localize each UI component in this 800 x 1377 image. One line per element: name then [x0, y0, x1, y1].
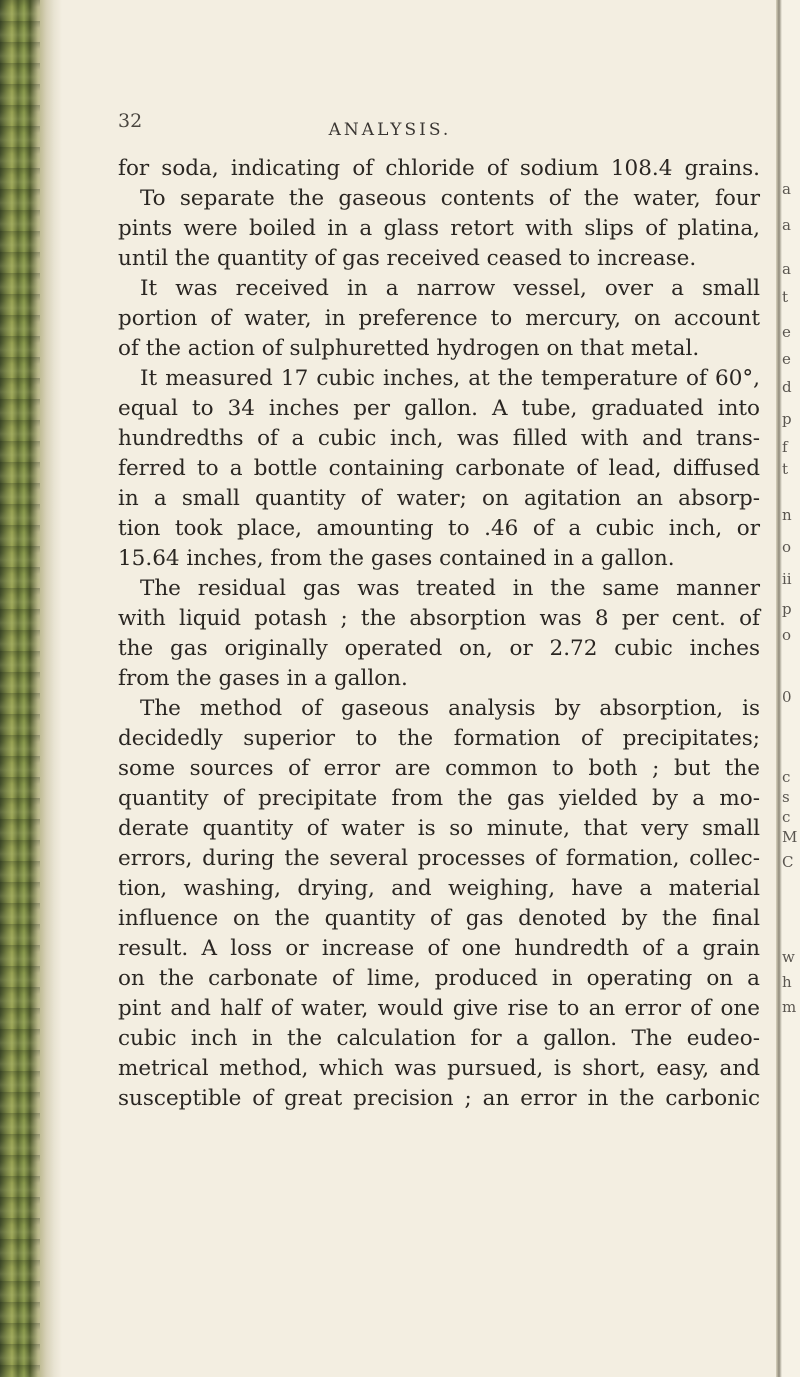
text-line: cubic inch in the calculation for a gallon. The eudeo-	[118, 1026, 760, 1051]
edge-letter: o	[782, 626, 792, 644]
edge-letter: p	[782, 410, 792, 428]
edge-letter: t	[782, 460, 789, 478]
edge-letter: w	[782, 948, 795, 966]
edge-letter: f	[782, 438, 788, 456]
text-line: The residual gas was treated in the same manner	[140, 576, 760, 601]
text-line: the gas originally operated on, or 2.72 cubic inches	[118, 636, 760, 661]
edge-letter: m	[782, 998, 797, 1016]
text-line: influence on the quantity of gas denoted by the final	[118, 906, 760, 931]
edge-letter: o	[782, 538, 792, 556]
text-line: ferred to a bottle containing carbonate of lead, diffused	[118, 456, 760, 481]
text-line: The method of gaseous analysis by absorption, is	[140, 696, 760, 721]
text-line: To separate the gaseous contents of the water, four	[140, 186, 760, 211]
edge-letter: t	[782, 288, 789, 306]
edge-letter: a	[782, 180, 791, 198]
text-line: hundredths of a cubic inch, was filled with and trans-	[118, 426, 760, 451]
edge-letter: c	[782, 768, 791, 786]
edge-letter: c	[782, 808, 791, 826]
text-line: of the action of sulphuretted hydrogen on that metal.	[118, 336, 700, 361]
text-line: tion, washing, drying, and weighing, have a material	[118, 876, 760, 901]
text-line: decidedly superior to the formation of precipitates;	[118, 726, 760, 751]
page-number: 32	[118, 110, 143, 132]
text-line: quantity of precipitate from the gas yielded by a mo-	[118, 786, 760, 811]
edge-letter: e	[782, 350, 791, 368]
text-line: from the gases in a gallon.	[118, 666, 408, 691]
edge-letter: ii	[782, 570, 792, 588]
text-line: derate quantity of water is so minute, that very small	[118, 816, 760, 841]
edge-letter: M	[782, 828, 798, 846]
text-line: It was received in a narrow vessel, over a small	[140, 276, 760, 301]
edge-letter: p	[782, 600, 792, 618]
text-line: metrical method, which was pursued, is short, easy, and	[118, 1056, 760, 1081]
text-line: It measured 17 cubic inches, at the temperature of 60°,	[140, 366, 760, 391]
edge-letter: 0	[782, 688, 792, 706]
edge-letter: a	[782, 216, 791, 234]
edge-letter: a	[782, 260, 791, 278]
text-line: until the quantity of gas received ceased to increase.	[118, 246, 697, 271]
text-line: errors, during the several processes of formation, collec-	[118, 846, 760, 871]
text-line: equal to 34 inches per gallon. A tube, graduated into	[118, 396, 760, 421]
text-line: some sources of error are common to both ; but the	[118, 756, 760, 781]
text-line: susceptible of great precision ; an error in the carbonic	[118, 1086, 760, 1111]
text-line: with liquid potash ; the absorption was 8 per cent. of	[118, 606, 760, 631]
body-text	[118, 154, 760, 1114]
edge-letter: C	[782, 853, 794, 871]
text-line: portion of water, in preference to mercury, on account	[118, 306, 760, 331]
edge-letter: n	[782, 506, 792, 524]
text-line: tion took place, amounting to .46 of a cubic inch, or	[118, 516, 760, 541]
text-line: for soda, indicating of chloride of sodium 108.4 grains.	[118, 156, 760, 181]
edge-letter: s	[782, 788, 790, 806]
text-line: result. A loss or increase of one hundredth of a grain	[118, 936, 760, 961]
edge-letter: d	[782, 378, 792, 396]
text-line: pint and half of water, would give rise to an error of one	[118, 996, 760, 1021]
text-line: in a small quantity of water; on agitation an absorp-	[118, 486, 760, 511]
edge-letter: e	[782, 323, 791, 341]
edge-letter: h	[782, 973, 792, 991]
running-head: ANALYSIS.	[328, 120, 452, 140]
book-binding-gutter	[0, 0, 62, 1377]
text-line: pints were boiled in a glass retort with slips of platina,	[118, 216, 760, 241]
text-line: on the carbonate of lime, produced in operating on a	[118, 966, 760, 991]
text-line: 15.64 inches, from the gases contained in a gallon.	[118, 546, 675, 571]
